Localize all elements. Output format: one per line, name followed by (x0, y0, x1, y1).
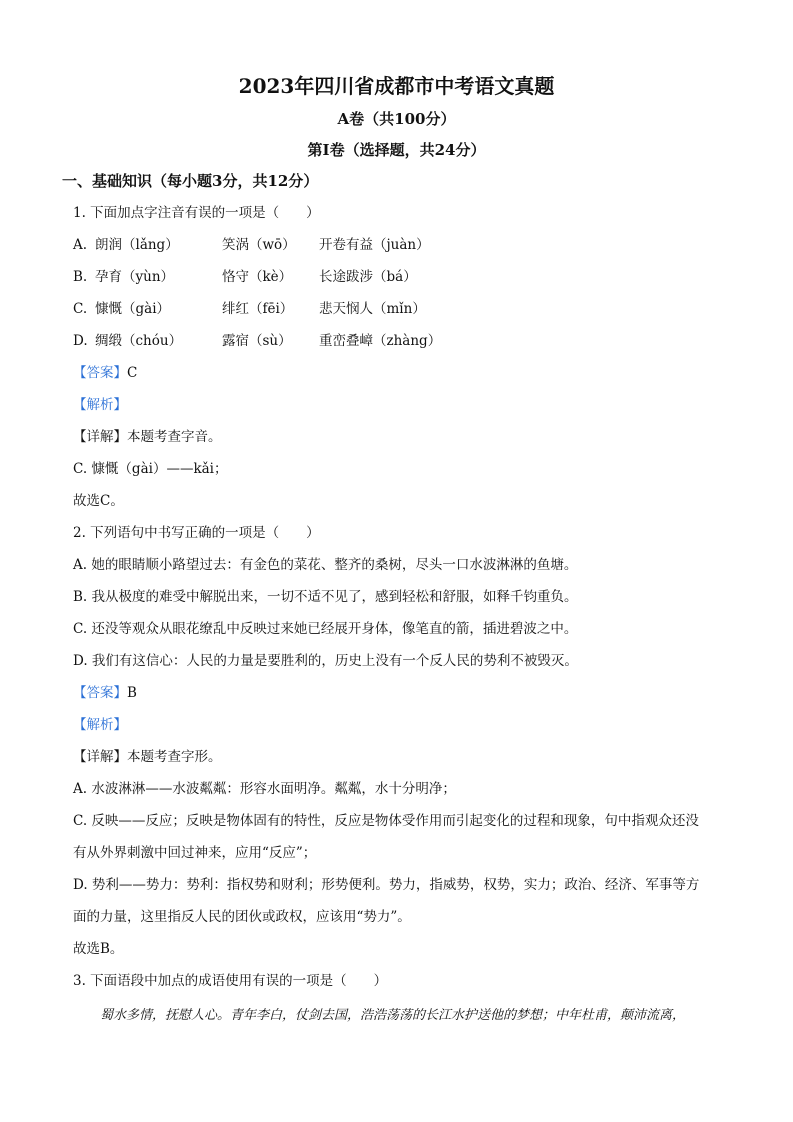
q1-analysis-tag: 【解析】 (73, 397, 127, 413)
part-subtitle: 第I卷（选择题，共24分） (307, 141, 486, 159)
question-1-stem: 1. 下面加点字注音有误的一项是（ ） (73, 205, 320, 221)
q1-conclusion: 故选C。 (73, 493, 124, 509)
q1-option-d: D. 绸缎（chóu） 露宿（sù） 重峦叠嶂（zhàng） (73, 333, 442, 349)
question-3-stem: 3. 下面语段中加点的成语使用有误的一项是（ ） (73, 973, 388, 989)
q2-explain-line: A. 水波淋淋——水波粼粼：形容水面明净。粼粼，水十分明净； (73, 781, 456, 797)
q3-passage: 蜀水多情，抚慰人心。青年李白，仗剑去国，浩浩荡荡的长江水护送他的梦想；中年杜甫，颠沛流离， (100, 1008, 686, 1023)
q1-option-c: C. 慷慨（gài） 绯红（fēi） 悲天悯人（mǐn） (73, 301, 426, 317)
page-title: 2023年四川省成都市中考语文真题 (238, 74, 555, 98)
q2-conclusion: 故选B。 (73, 941, 124, 957)
question-2-stem: 2. 下列语句中书写正确的一项是（ ） (73, 525, 320, 541)
q2-answer: 【答案】B (73, 685, 137, 701)
q2-explain-line: 有从外界刺激中回过神来，应用“反应”； (73, 845, 317, 861)
q2-explain-line: C. 反映——反应；反映是物体固有的特性，反应是物体受作用而引起变化的过程和现象，句中指观众还没 (73, 813, 699, 829)
section-heading: 一、基础知识（每小题3分，共12分） (62, 172, 319, 190)
q2-analysis-tag: 【解析】 (73, 717, 127, 733)
q2-option-b: B. 我从极度的难受中解脱出来，一切不适不见了，感到轻松和舒服，如释千钧重负。 (73, 589, 578, 605)
q1-answer: 【答案】C (73, 365, 138, 381)
q2-option-d: D. 我们有这信心：人民的力量是要胜利的，历史上没有一个反人民的势利不被毁灭。 (73, 653, 578, 669)
q1-option-a: A. 朗润（lǎng） 笑涡（wō） 开卷有益（juàn） (73, 237, 430, 253)
q1-detail: 【详解】本题考查字音。 (73, 429, 222, 445)
q2-explain-line: D. 势利——势力：势利：指权势和财利；形势便利。势力，指威势，权势，实力；政治、经济、军事等方 (73, 877, 700, 893)
q1-option-b: B. 孕育（yùn） 恪守（kè） 长途跋涉（bá） (73, 269, 417, 285)
q1-explain-line: C. 慷慨（gài）——kǎi； (73, 461, 228, 477)
q2-option-a: A. 她的眼睛顺小路望过去：有金色的菜花、整齐的桑树，尽头一口水波淋淋的鱼塘。 (73, 557, 578, 573)
volume-subtitle: A卷（共100分） (337, 110, 456, 128)
q2-option-c: C. 还没等观众从眼花缭乱中反映过来她已经展开身体，像笔直的箭，插进碧波之中。 (73, 621, 578, 637)
q2-detail: 【详解】本题考查字形。 (73, 749, 222, 765)
q2-explain-line: 面的力量，这里指反人民的团伙或政权，应该用“势力”。 (73, 909, 411, 925)
